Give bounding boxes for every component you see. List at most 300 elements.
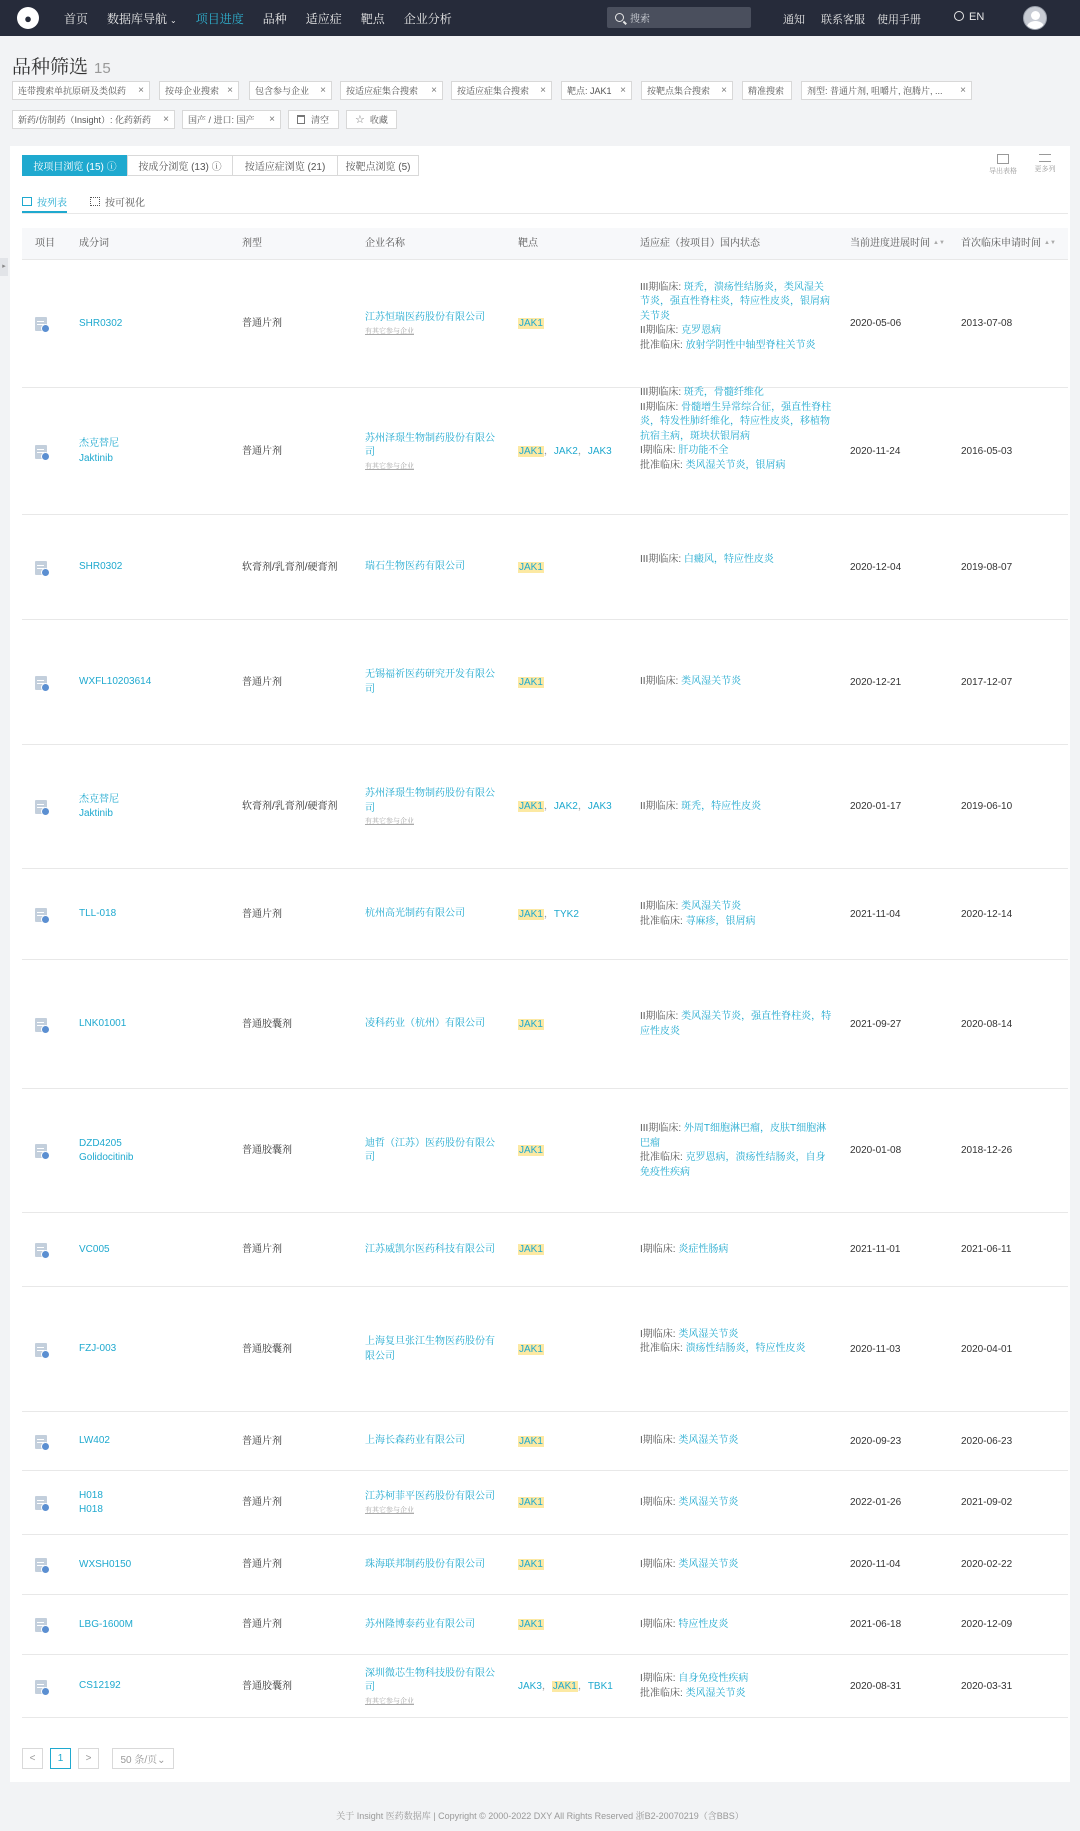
table-row [22, 388, 1068, 515]
phase-label: II期临床: [640, 325, 682, 336]
document-icon [35, 676, 47, 690]
search-input[interactable] [607, 7, 751, 28]
target-tag[interactable]: JAK1 [519, 445, 543, 457]
page-size-select[interactable]: 50 条/页⌄ [112, 1748, 174, 1769]
indication-link[interactable]: 克罗恩病 [681, 325, 722, 336]
first-clinical-date: 2016-05-03 [961, 445, 1013, 457]
ingredient-link[interactable]: 杰克替尼 [79, 438, 119, 449]
ingredient-alias[interactable]: Jaktinib [79, 452, 113, 464]
company-name [365, 1490, 495, 1516]
project-doc-icon[interactable] [35, 1243, 49, 1257]
sort-icon[interactable]: ▲▼ [1044, 240, 1056, 247]
filter-chip-label: 包含参与企业 [255, 86, 310, 96]
company-link[interactable]: 珠海联邦制药股份有限公司 [365, 1558, 485, 1570]
avatar[interactable] [1023, 6, 1047, 30]
indication-link[interactable]: 类风湿关节炎 [678, 1496, 739, 1508]
filter-chip[interactable] [12, 81, 150, 100]
other-companies-link[interactable]: 有其它参与企业 [365, 818, 414, 825]
indication-link[interactable]: 类风湿关节炎 [681, 901, 742, 912]
favorite-label: 收藏 [369, 115, 388, 125]
first-clinical-date: 2018-12-26 [961, 1145, 1013, 1156]
target-tag[interactable]: JAK3 [587, 445, 612, 457]
indication-link[interactable]: 克罗恩病，溃疡性结肠炎，自身免疫性疾病 [640, 1152, 826, 1178]
ingredient-name [79, 1017, 229, 1032]
clear-label: 清空 [311, 115, 330, 125]
table-row [22, 1655, 1068, 1718]
first-clinical-date: 2020-04-01 [961, 1343, 1013, 1355]
indication-line [640, 915, 832, 930]
phase-label: 批准临床: [640, 915, 686, 927]
close-icon[interactable]: × [163, 114, 169, 125]
company-link[interactable]: 江苏柯菲平医药股份有限公司 [365, 1491, 495, 1503]
target-tag[interactable]: JAK1 [519, 1619, 543, 1630]
close-icon[interactable]: × [269, 114, 275, 125]
indication-link[interactable]: 炎症性肠病 [678, 1243, 729, 1255]
separator: ， [577, 801, 588, 812]
project-doc-icon[interactable] [35, 1618, 49, 1632]
ingredient-link[interactable]: LNK01001 [79, 1018, 127, 1030]
project-doc-icon[interactable] [35, 800, 49, 814]
indication-link[interactable]: 类风湿关节炎 [678, 1558, 739, 1570]
chevron-down-icon: ⌄ [170, 15, 177, 25]
project-doc-icon[interactable] [35, 1018, 49, 1032]
targets [518, 445, 628, 460]
col-current-date[interactable] [850, 228, 945, 260]
company-link[interactable]: 江苏威凯尔医药科技有限公司 [365, 1243, 495, 1255]
clear-filters-button[interactable] [288, 110, 339, 129]
current-progress-date: 2020-01-17 [850, 801, 902, 812]
indication-line [640, 1151, 832, 1180]
target-tag[interactable]: JAK1 [552, 1680, 577, 1692]
dosage-form: 普通片剂 [242, 1497, 282, 1508]
company-name [365, 1335, 495, 1364]
project-doc-icon[interactable] [35, 1496, 49, 1510]
document-icon [35, 561, 47, 575]
table-row [22, 1412, 1068, 1471]
company-name [365, 1558, 495, 1573]
current-progress-date: 2021-11-01 [850, 1244, 901, 1255]
nav-support[interactable]: 联系客服 [821, 14, 865, 26]
ingredient-link[interactable]: WXSH0150 [79, 1558, 132, 1570]
indication-link[interactable]: 类风湿关节炎 [681, 676, 742, 688]
nav-indication[interactable]: 适应症 [305, 11, 342, 26]
nav-notify[interactable]: 通知 [783, 14, 805, 26]
indication-status [640, 1328, 832, 1357]
indication-status [640, 1496, 832, 1511]
more-columns-label: 更多列 [1034, 166, 1056, 173]
ingredient-alias[interactable]: Golidocitinib [79, 1152, 134, 1163]
grid-icon [90, 197, 100, 206]
phase-label: II期临床: [640, 676, 682, 688]
indication-line [640, 444, 832, 459]
first-clinical-date: 2020-06-23 [961, 1435, 1013, 1447]
favorite-button[interactable] [346, 110, 397, 129]
ingredient-name [79, 437, 229, 466]
col-company: 企业名称 [365, 238, 405, 249]
filter-chip[interactable] [340, 81, 443, 100]
dosage-form: 普通片剂 [242, 1559, 282, 1570]
target-tag[interactable]: JAK1 [519, 676, 543, 688]
indication-link[interactable]: 斑秃，特应性皮炎 [681, 800, 762, 812]
separator: ， [577, 445, 588, 457]
ingredient-name [79, 675, 229, 690]
targets [518, 1018, 628, 1033]
ingredient-link[interactable]: SHR0302 [79, 317, 123, 329]
indication-link[interactable]: 肝功能不全 [678, 445, 729, 457]
footer: 关于 Insight 医药数据库 | Copyright © 2000-2022 DXY All Rights Reserved 浙B2-20070219（含BBS） [336, 1811, 744, 1821]
col-ingredient: 成分词 [79, 238, 109, 249]
filter-chip-label: 精准搜索 [748, 86, 785, 96]
col-form: 剂型 [242, 238, 262, 249]
more-columns-button[interactable] [1031, 154, 1059, 174]
indication-link[interactable]: 类风湿关节炎，强直性脊柱炎，特应性皮炎 [640, 1011, 832, 1037]
close-icon[interactable]: × [721, 85, 727, 96]
indication-link[interactable]: 白癜风，特应性皮炎 [683, 554, 774, 565]
filter-chip[interactable] [641, 81, 733, 100]
table-row [22, 869, 1068, 960]
project-doc-icon[interactable] [35, 317, 49, 331]
document-icon [35, 1435, 47, 1449]
other-companies-link[interactable]: 有其它参与企业 [365, 327, 414, 335]
dosage-form: 普通胶囊剂 [242, 1680, 292, 1692]
nav-database-label: 数据库导航 [107, 11, 168, 26]
indication-link[interactable]: 类风湿关节炎 [685, 1687, 746, 1699]
indication-link[interactable]: 类风湿关节炎 [678, 1328, 739, 1340]
phase-label: II期临床: [640, 800, 682, 812]
close-icon[interactable]: × [620, 85, 626, 96]
current-progress-date: 2020-09-23 [850, 1435, 902, 1447]
indication-link[interactable]: 外周T细胞淋巴瘤，皮肤T细胞淋巴瘤 [640, 1123, 827, 1149]
targets [518, 908, 628, 923]
nav-company[interactable]: 企业分析 [403, 11, 452, 26]
tab-by-project[interactable]: 按项目浏览 (15) ⓘ [22, 155, 128, 176]
company-link[interactable]: 江苏恒瑞医药股份有限公司 [365, 312, 485, 324]
company-name [365, 1618, 495, 1633]
indication-line [640, 1328, 832, 1343]
close-icon[interactable]: × [431, 85, 437, 96]
filter-chip[interactable] [159, 81, 239, 100]
company-link[interactable]: 深圳微芯生物科技股份有限公司 [365, 1667, 495, 1693]
dosage-form: 普通片剂 [242, 1435, 282, 1447]
phase-label: III期临床: [640, 554, 684, 565]
indication-line [640, 1122, 832, 1151]
indication-link[interactable]: 特应性皮炎 [678, 1618, 729, 1630]
sidebar-toggle[interactable]: ▸ [0, 258, 8, 276]
indication-link[interactable]: 类风湿关节炎 [678, 1435, 739, 1447]
nav-manual[interactable]: 使用手册 [877, 14, 921, 26]
target-tag[interactable]: JAK1 [519, 1559, 543, 1570]
company-link[interactable]: 迪哲（江苏）医药股份有限公司 [365, 1137, 495, 1163]
project-doc-icon[interactable] [35, 561, 49, 575]
target-tag[interactable]: JAK1 [519, 1435, 543, 1447]
indication-link[interactable]: 斑秃，骨髓纤维化 [683, 387, 764, 399]
phase-label: III期临床: [640, 387, 684, 399]
ingredient-alias[interactable]: H018 [79, 1504, 103, 1515]
indication-line [640, 324, 832, 339]
col-project: 项目 [35, 238, 55, 249]
document-icon [35, 800, 47, 814]
phase-label: I期临床: [640, 1673, 679, 1684]
project-doc-icon[interactable] [35, 445, 49, 459]
ingredient-link[interactable]: 杰克替尼 [79, 793, 119, 805]
ingredient-link[interactable]: FZJ-003 [79, 1343, 117, 1355]
dosage-form: 普通胶囊剂 [242, 1145, 292, 1156]
indication-link[interactable]: 荨麻疹，银屑病 [685, 915, 756, 927]
indication-line [640, 553, 832, 568]
ingredient-link[interactable]: WXFL10203614 [79, 676, 152, 688]
company-link[interactable]: 苏州泽璟生物制药股份有限公司 [365, 788, 495, 814]
trash-icon [297, 115, 305, 124]
ingredient-link[interactable]: SHR0302 [79, 561, 123, 573]
filter-chip[interactable] [451, 81, 552, 100]
phase-label: II期临床: [640, 1011, 682, 1022]
target-tag[interactable]: JAK1 [519, 1018, 543, 1030]
phase-label: II期临床: [640, 401, 682, 413]
separator: ， [543, 908, 554, 920]
language-label: EN [969, 11, 985, 23]
document-icon [35, 1144, 47, 1158]
project-doc-icon[interactable] [35, 1558, 49, 1572]
indication-link[interactable]: 自身免疫性疾病 [678, 1673, 749, 1684]
view-list-tab[interactable] [22, 194, 67, 209]
company-link[interactable]: 无锡福祈医药研究开发有限公司 [365, 669, 495, 695]
indication-line [640, 386, 832, 401]
first-clinical-date: 2020-12-09 [961, 1619, 1013, 1630]
globe-icon [954, 11, 964, 21]
nav-progress[interactable]: 项目进度 [195, 11, 244, 26]
phase-label: I期临床: [640, 445, 679, 457]
logo-icon[interactable]: ● [17, 7, 39, 29]
company-link[interactable]: 上海复旦张江生物医药股份有限公司 [365, 1336, 495, 1362]
current-progress-date: 2020-01-08 [850, 1145, 902, 1156]
other-companies-link[interactable]: 有其它参与企业 [365, 1697, 414, 1705]
phase-label: III期临床: [640, 1123, 684, 1134]
indication-status [640, 1672, 832, 1701]
page-title [12, 52, 111, 79]
company-name [365, 787, 495, 827]
first-clinical-date: 2020-08-14 [961, 1018, 1013, 1030]
filter-chip[interactable] [12, 110, 175, 129]
indication-line [640, 401, 832, 445]
filter-chip[interactable] [742, 81, 792, 100]
tab-by-target[interactable]: 按靶点浏览 (5) [337, 155, 419, 176]
indication-status [640, 386, 832, 473]
prev-page-button[interactable]: < [22, 1748, 43, 1769]
document-icon [35, 1496, 47, 1510]
target-tag[interactable]: JAK3 [587, 801, 612, 812]
ingredient-link[interactable]: H018 [79, 1489, 103, 1501]
indication-status [640, 281, 832, 354]
ingredient-link[interactable]: LW402 [79, 1435, 110, 1447]
dosage-form: 软膏剂/乳膏剂/硬膏剂 [242, 801, 338, 812]
first-clinical-date: 2021-06-11 [961, 1244, 1012, 1255]
project-doc-icon[interactable] [35, 676, 49, 690]
list-icon [1039, 154, 1051, 162]
indication-link[interactable]: 斑秃，溃疡性结肠炎，类风湿关节炎，强直性脊柱炎，特应性皮炎，银屑病关节炎 [640, 281, 830, 322]
close-icon[interactable]: × [960, 85, 966, 96]
first-clinical-date: 2020-03-31 [961, 1680, 1013, 1692]
indication-status [640, 1122, 832, 1180]
project-doc-icon[interactable] [35, 908, 49, 922]
targets [518, 1435, 628, 1450]
document-icon [35, 1680, 47, 1694]
filter-chip-label: 按母企业搜索 [165, 86, 220, 96]
targets [518, 676, 628, 691]
company-link[interactable]: 瑞石生物医药有限公司 [365, 561, 465, 573]
company-name [365, 311, 495, 337]
company-name [365, 1243, 495, 1258]
indication-line [640, 459, 832, 474]
view-chart-label: 按可视化 [105, 198, 145, 209]
indication-link[interactable]: 溃疡性结肠炎，特应性皮炎 [685, 1343, 806, 1355]
other-companies-link[interactable]: 有其它参与企业 [365, 462, 414, 470]
ingredient-link[interactable]: VC005 [79, 1243, 110, 1255]
phase-label: II期临床: [640, 901, 682, 912]
indication-status [640, 675, 832, 690]
target-tag[interactable]: JAK1 [519, 561, 543, 573]
dosage-form: 普通片剂 [242, 908, 282, 920]
phase-label: 批准临床: [640, 459, 686, 471]
view-chart-tab[interactable] [90, 194, 145, 209]
col-first-date[interactable] [961, 228, 1056, 260]
ingredient-name [79, 1137, 229, 1166]
first-clinical-date: 2017-12-07 [961, 676, 1013, 688]
document-icon [35, 1018, 47, 1032]
phase-label: I期临床: [640, 1558, 679, 1570]
table-row [22, 1287, 1068, 1412]
target-tag[interactable]: TBK1 [587, 1680, 613, 1692]
target-tag[interactable]: JAK1 [519, 1145, 543, 1156]
other-companies-link[interactable]: 有其它参与企业 [365, 1506, 414, 1514]
company-link[interactable]: 凌科药业（杭州）有限公司 [365, 1018, 485, 1030]
table-icon [22, 197, 32, 206]
document-icon [35, 317, 47, 331]
company-link[interactable]: 上海长森药业有限公司 [365, 1435, 465, 1447]
filter-chip[interactable] [561, 81, 632, 100]
project-doc-icon[interactable] [35, 1680, 49, 1694]
target-tag[interactable]: TYK2 [553, 908, 579, 920]
filter-chip[interactable] [182, 110, 281, 129]
ingredient-link[interactable]: LBG-1600M [79, 1618, 133, 1630]
indication-line [640, 675, 832, 690]
tab-by-indication[interactable]: 按适应症浏览 (21) [232, 155, 338, 176]
page-1-button[interactable]: 1 [50, 1748, 71, 1769]
indication-line [640, 900, 832, 915]
indication-status [640, 1010, 832, 1039]
nav-variety[interactable]: 品种 [262, 11, 287, 26]
nav-database[interactable] [107, 10, 177, 27]
first-clinical-date: 2013-07-08 [961, 318, 1013, 329]
current-progress-date: 2022-01-26 [850, 1497, 902, 1508]
table-row [22, 960, 1068, 1089]
company-name [365, 668, 495, 697]
target-tag[interactable]: JAK2 [553, 801, 578, 812]
language-switch[interactable] [954, 11, 984, 23]
company-link[interactable]: 苏州隆博泰药业有限公司 [365, 1618, 475, 1630]
ingredient-alias[interactable]: Jaktinib [79, 808, 113, 819]
indication-link[interactable]: 骨髓增生异常综合征，强直性脊柱炎，特发性肺纤维化，特应性皮炎，移植物抗宿主病，斑块状银屑病 [640, 401, 832, 442]
result-count: 15 [94, 60, 111, 77]
filter-chip-label: 剂型: 普通片剂, 咀嚼片, 泡腾片, ... [807, 86, 943, 96]
table-header [22, 228, 1068, 260]
ingredient-link[interactable]: CS12192 [79, 1680, 121, 1692]
target-tag[interactable]: JAK1 [519, 1497, 543, 1508]
next-page-button[interactable]: > [78, 1748, 99, 1769]
table-row [22, 515, 1068, 620]
target-tag[interactable]: JAK2 [553, 445, 578, 457]
current-progress-date: 2020-05-06 [850, 318, 902, 329]
phase-label: III期临床: [640, 281, 684, 293]
target-tag[interactable]: JAK1 [519, 908, 543, 920]
targets [518, 1243, 628, 1258]
target-tag[interactable]: JAK1 [519, 1343, 543, 1355]
targets [518, 1496, 628, 1511]
ingredient-name [79, 1618, 229, 1633]
nav-target[interactable]: 靶点 [360, 11, 385, 26]
filter-chip-label: 靶点: JAK1 [567, 86, 612, 96]
table-row [22, 620, 1068, 745]
tab-by-ingredient[interactable]: 按成分浏览 (13) ⓘ [127, 155, 233, 176]
page-title-text: 品种筛选 [12, 57, 89, 78]
table-row [22, 260, 1068, 388]
current-progress-date: 2021-06-18 [850, 1619, 902, 1630]
indication-line [640, 1010, 832, 1039]
project-doc-icon[interactable] [35, 1343, 49, 1357]
indication-status [640, 900, 832, 929]
indication-line [640, 1496, 832, 1511]
project-doc-icon[interactable] [35, 1435, 49, 1449]
ingredient-name [79, 1342, 229, 1357]
table-row [22, 1213, 1068, 1287]
filter-chip[interactable] [249, 81, 332, 100]
phase-label: I期临床: [640, 1618, 679, 1630]
filter-chip-label: 连带搜索单抗原研及类似药 [18, 86, 127, 96]
company-link[interactable]: 苏州泽璟生物制药股份有限公司 [365, 432, 495, 458]
ingredient-link[interactable]: DZD4205 [79, 1137, 122, 1149]
export-table-button[interactable] [986, 154, 1020, 176]
filter-chip-label: 新药/仿制药（Insight）: 化药新药 [18, 115, 152, 125]
indication-link[interactable]: 类风湿关节炎，银屑病 [685, 459, 786, 471]
ingredient-link[interactable]: TLL-018 [79, 908, 117, 920]
dosage-form: 普通胶囊剂 [242, 1018, 292, 1030]
indication-line [640, 1434, 832, 1449]
company-link[interactable]: 杭州高光制药有限公司 [365, 908, 465, 920]
target-tag[interactable]: JAK1 [519, 801, 543, 812]
project-doc-icon[interactable] [35, 1144, 49, 1158]
nav-home[interactable]: 首页 [64, 11, 89, 26]
target-tag[interactable]: JAK1 [519, 1244, 543, 1255]
target-tag[interactable]: JAK1 [519, 318, 543, 329]
close-icon[interactable]: × [138, 85, 144, 96]
sort-icon[interactable]: ▲▼ [933, 240, 945, 247]
indication-status [640, 1558, 832, 1573]
ingredient-name [79, 1434, 229, 1449]
phase-label: 批准临床: [640, 1687, 686, 1699]
close-icon[interactable]: × [320, 85, 326, 96]
indication-line [640, 800, 832, 815]
dosage-form: 普通片剂 [242, 676, 282, 688]
close-icon[interactable]: × [227, 85, 233, 96]
table-row [22, 1595, 1068, 1655]
current-progress-date: 2020-11-04 [850, 1559, 901, 1570]
ingredient-name [79, 1558, 229, 1573]
target-tag[interactable]: JAK3 [518, 1680, 542, 1692]
filter-chip[interactable] [801, 81, 972, 100]
indication-link[interactable]: 放射学阴性中轴型脊柱关节炎 [685, 339, 816, 351]
indication-status [640, 1243, 832, 1258]
targets [518, 1558, 628, 1573]
close-icon[interactable]: × [540, 85, 546, 96]
